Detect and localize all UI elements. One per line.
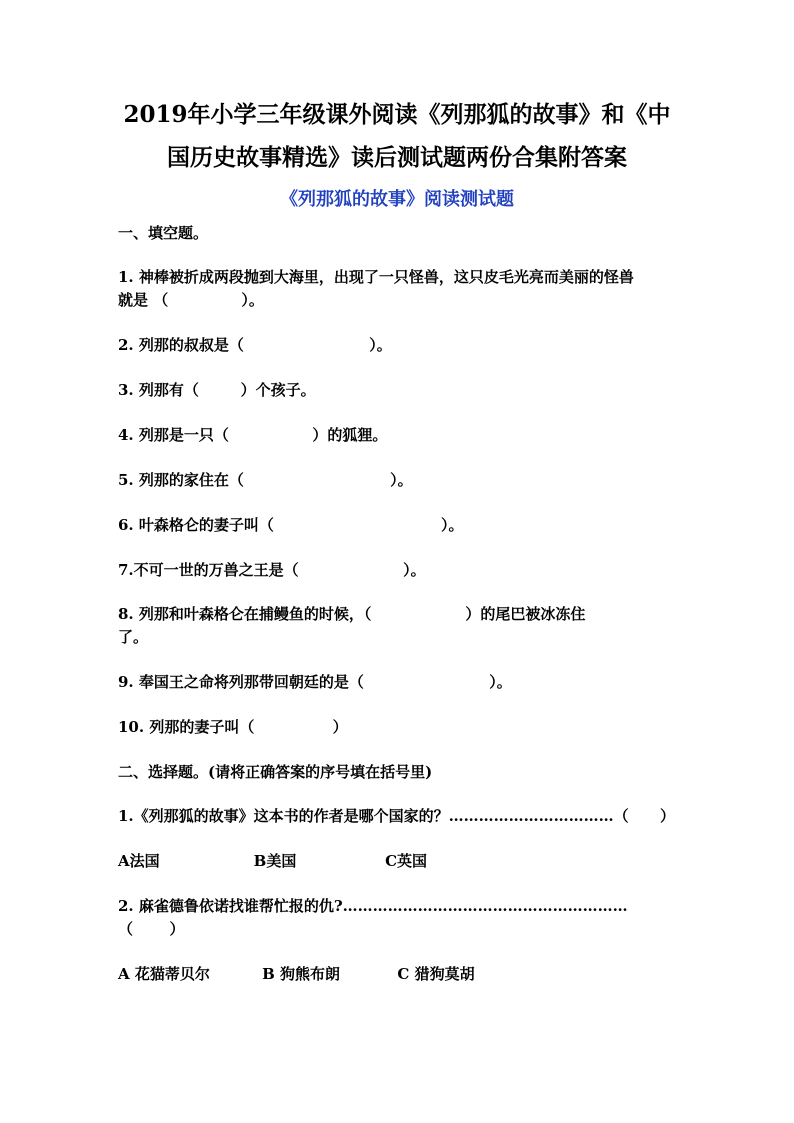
question-6: 6. 叶森格仑的妻子叫（ ）。 bbox=[118, 516, 464, 534]
section-subtitle: 《列那狐的故事》阅读测试题 bbox=[280, 189, 514, 210]
question-3: 3. 列那有（ ）个孩子。 bbox=[118, 381, 316, 399]
choice-question-2-line-1: 2. 麻雀德鲁依诺找谁帮忙报的仇?………………………………………………… bbox=[118, 897, 628, 915]
question-10: 10. 列那的妻子叫（ ） bbox=[118, 718, 348, 736]
choice-question-2-options: A 花猫蒂贝尔 B 狗熊布朗 C 猎狗莫胡 bbox=[118, 965, 475, 983]
question-2: 2. 列那的叔叔是（ ）。 bbox=[118, 336, 392, 354]
choice-question-1: 1.《列那狐的故事》这本书的作者是哪个国家的？……………………………（ ） bbox=[118, 807, 675, 825]
question-5: 5. 列那的家住在（ ）。 bbox=[118, 471, 413, 489]
choice-question-2-line-2: （ ） bbox=[118, 920, 185, 938]
section-heading-multiple-choice: 二、选择题。(请将正确答案的序号填在括号里) bbox=[118, 763, 433, 781]
question-4: 4. 列那是一只（ ）的狐狸。 bbox=[118, 426, 388, 444]
question-8-line-2: 了。 bbox=[118, 628, 149, 646]
question-7: 7.不可一世的万兽之王是（ ）。 bbox=[118, 561, 426, 579]
choice-question-1-options: A法国 B美国 C英国 bbox=[118, 852, 428, 870]
question-1-line-2: 就是 （ ）。 bbox=[118, 291, 264, 309]
question-8-line-1: 8. 列那和叶森格仑在捕鳗鱼的时候，（ ）的尾巴被冰冻住 bbox=[118, 605, 586, 623]
document-title-line-2: 国历史故事精选》读后测试题两份合集附答案 bbox=[167, 144, 627, 171]
question-9: 9. 奉国王之命将列那带回朝廷的是（ ）。 bbox=[118, 673, 512, 691]
document-title-line-1: 2019年小学三年级课外阅读《列那狐的故事》和《中 bbox=[123, 101, 671, 128]
section-heading-fill-in: 一、填空题。 bbox=[118, 224, 209, 242]
question-1-line-1: 1. 神棒被折成两段抛到大海里，出现了一只怪兽，这只皮毛光亮而美丽的怪兽 bbox=[118, 268, 634, 286]
